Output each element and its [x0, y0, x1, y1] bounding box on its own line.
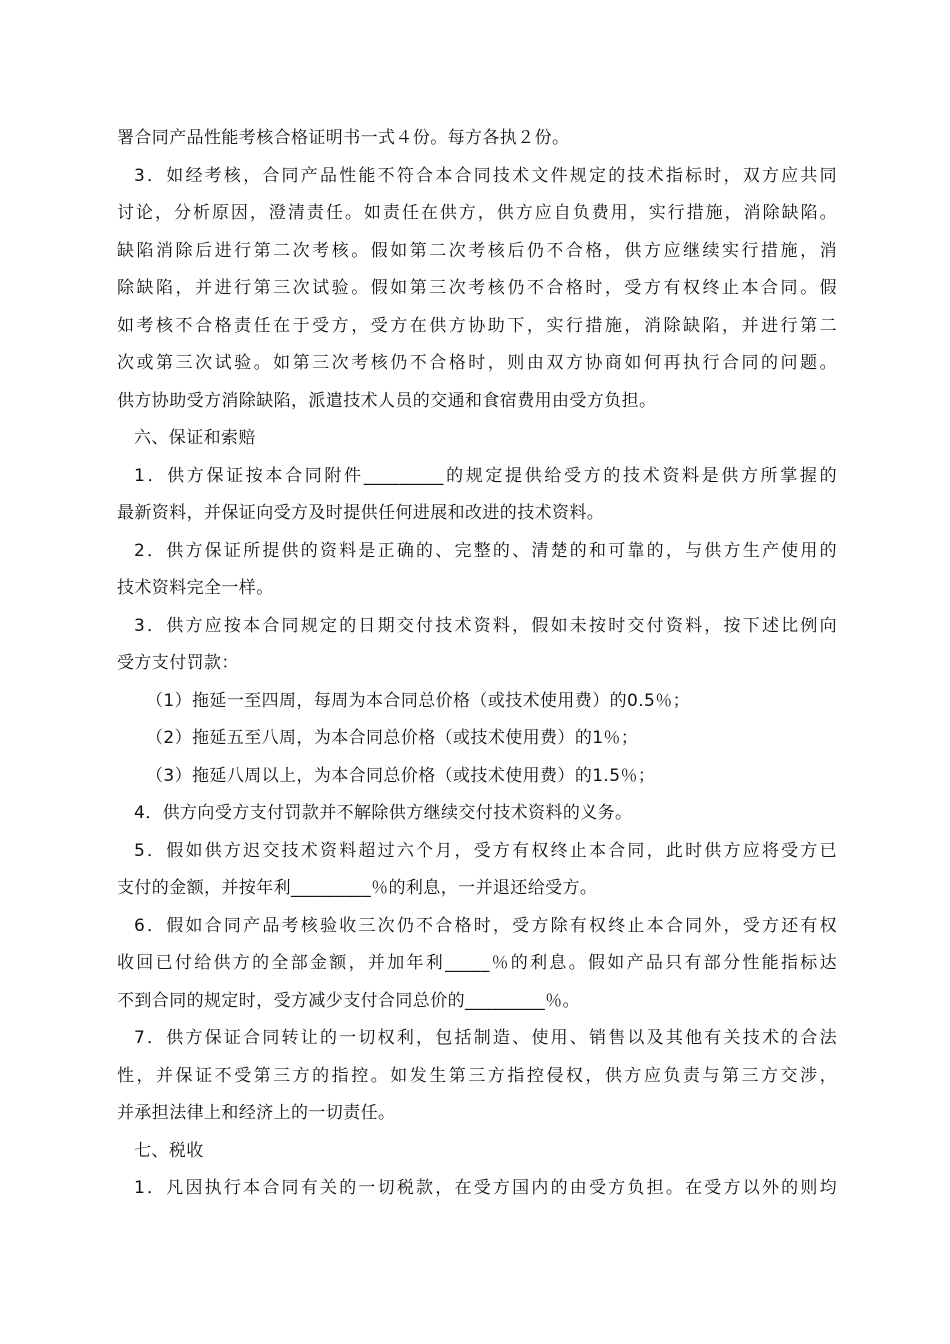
text-line: 收回已付给供方的全部金额，并加年利_____％的利息。假如产品只有部分性能指标达 [117, 953, 837, 973]
text-line: 5．假如供方迟交技术资料超过六个月，受方有权终止本合同，此时供方应将受方已 [134, 840, 837, 861]
text-line: 最新资料，并保证向受方及时提供任何进展和改进的技术资料。 [117, 503, 605, 523]
text-line: 除缺陷，并进行第三次试验。假如第三次考核仍不合格时，受方有权终止本合同。假 [117, 278, 837, 298]
text-line: 1．供方保证按本合同附件_________的规定提供给受方的技术资料是供方所掌握的 [134, 465, 837, 486]
text-line: 2．供方保证所提供的资料是正确的、完整的、清楚的和可靠的，与供方生产使用的 [134, 540, 837, 561]
text-line: 次或第三次试验。如第三次考核仍不合格时，则由双方协商如何再执行合同的问题。 [117, 353, 837, 373]
text-line: 讨论，分析原因，澄清责任。如责任在供方，供方应自负费用，实行措施，消除缺陷。 [117, 203, 837, 223]
text-line: 供方协助受方消除缺陷，派遣技术人员的交通和食宿费用由受方负担。 [117, 390, 657, 411]
text-line: 4．供方向受方支付罚款并不解除供方继续交付技术资料的义务。 [134, 803, 633, 823]
text-line: 署合同产品性能考核合格证明书一式４份。每方各执２份。 [117, 128, 570, 148]
text-line: 缺陷消除后进行第二次考核。假如第二次考核后仍不合格，供方应继续实行措施，消 [117, 240, 837, 261]
text-line: （3）拖延八周以上，为本合同总价格（或技术使用费）的1.5％； [146, 765, 656, 786]
text-line: 七、税收 [134, 1140, 204, 1161]
text-line: 技术资料完全一样。 [117, 578, 274, 598]
text-line: 受方支付罚款： [117, 653, 239, 673]
text-line: 1．凡因执行本合同有关的一切税款，在受方国内的由受方负担。在受方以外的则均 [134, 1178, 837, 1198]
text-line: 3．供方应按本合同规定的日期交付技术资料，假如未按时交付资料，按下述比例向 [134, 615, 837, 636]
text-line: 如考核不合格责任在于受方，受方在供方协助下，实行措施，消除缺陷，并进行第二 [117, 315, 837, 336]
text-line: （1）拖延一至四周，每周为本合同总价格（或技术使用费）的0.5％； [146, 690, 691, 711]
text-line: 支付的金额，并按年利_________％的利息，一并退还给受方。 [117, 878, 598, 898]
text-line: 7．供方保证合同转让的一切权利，包括制造、使用、销售以及其他有关技术的合法 [134, 1028, 837, 1048]
document-page [117, 120, 837, 1208]
text-line: 3．如经考核，合同产品性能不符合本合同技术文件规定的技术指标时，双方应共同 [134, 165, 837, 186]
text-line: （2）拖延五至八周，为本合同总价格（或技术使用费）的1％； [146, 728, 639, 748]
text-line: 并承担法律上和经济上的一切责任。 [117, 1103, 396, 1123]
text-line: 性，并保证不受第三方的指控。如发生第三方指控侵权，供方应负责与第三方交涉， [117, 1065, 837, 1086]
text-line: 6．假如合同产品考核验收三次仍不合格时，受方除有权终止本合同外，受方还有权 [134, 915, 837, 936]
text-line: 六、保证和索赔 [134, 428, 256, 448]
text-line: 不到合同的规定时，受方减少支付合同总价的_________％。 [117, 990, 580, 1011]
